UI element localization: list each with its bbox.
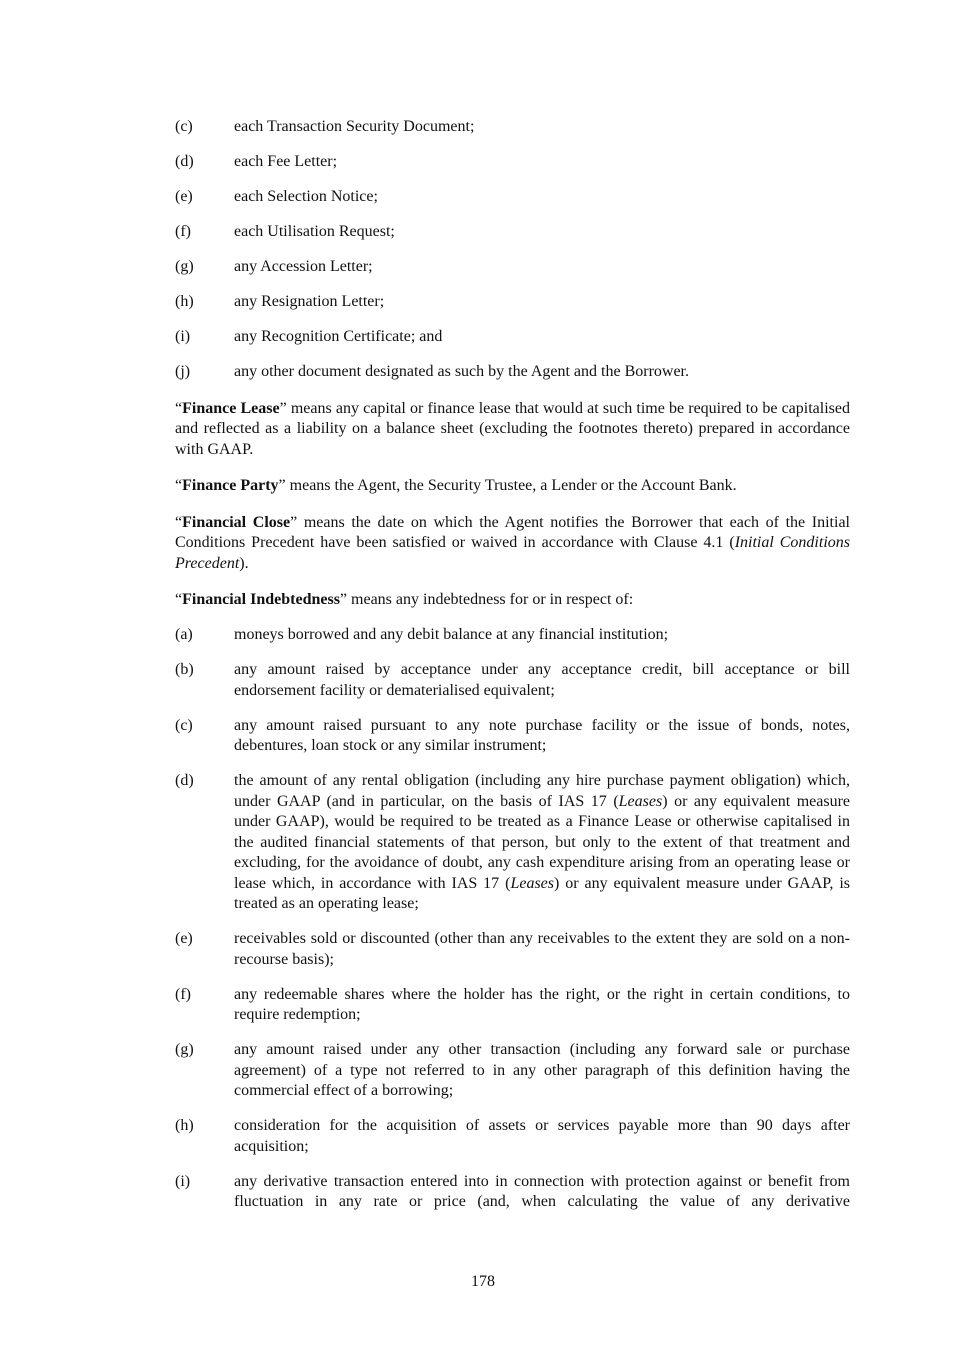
close-quote: ” xyxy=(278,477,286,494)
list-item xyxy=(175,152,850,173)
item-text: any Accession Letter; xyxy=(234,258,373,275)
list-item xyxy=(175,362,850,383)
item-label: (h) xyxy=(175,293,194,310)
item-text: any redeemable shares where the holder has the right, or the right in certain conditions, to require redemption; xyxy=(234,985,850,1023)
item-label: (j) xyxy=(175,363,191,380)
text-segment: ) or any equivalent measure under GAAP, is treated as an operating lease; xyxy=(234,874,851,912)
definition-body: means the date on which the Agent notifies the Borrower that each of the Initial Conditions Precedent have been satisfied or waived in accordance with Clause 4.1 ( xyxy=(175,513,850,551)
list-item xyxy=(175,117,850,138)
definition-finance-lease xyxy=(175,399,850,461)
list-item xyxy=(175,1172,850,1213)
defined-term: Financial Indebtedness xyxy=(182,591,340,608)
item-text: moneys borrowed and any debit balance at any financial institution; xyxy=(234,626,669,643)
definition-body: means any capital or finance lease that would at such time be required to be capitalised and reflected as a liability on a balance sheet (excluding the footnotes thereto) prepared in accordance with GAAP. xyxy=(175,399,850,458)
item-label: (d) xyxy=(175,772,194,789)
item-label: (f) xyxy=(175,223,191,240)
list-item xyxy=(175,257,850,278)
definition-finance-party xyxy=(175,476,850,497)
item-label: (g) xyxy=(175,258,194,275)
list-item xyxy=(175,660,850,701)
list-item xyxy=(175,222,850,243)
item-text: any amount raised pursuant to any note purchase facility or the issue of bonds, notes, debentures, loan stock or any similar instrument; xyxy=(234,716,850,754)
list-item xyxy=(175,1116,850,1157)
open-quote: “ xyxy=(175,513,183,531)
item-text: any other document designated as such by the Agent and the Borrower. xyxy=(234,363,689,380)
item-text: each Transaction Security Document; xyxy=(234,118,475,135)
item-label: (i) xyxy=(175,1172,191,1190)
item-label: (h) xyxy=(175,1117,194,1134)
item-label: (d) xyxy=(175,153,194,170)
item-label: (b) xyxy=(175,661,194,678)
item-text: each Selection Notice; xyxy=(234,188,378,205)
item-label: (e) xyxy=(175,188,193,205)
item-text: each Fee Letter; xyxy=(234,153,338,170)
defined-term: Finance Party xyxy=(182,477,279,494)
list-item xyxy=(175,187,850,208)
text-segment: ) or any equivalent measure under GAAP), would be required to be treated as a Finance Lease or otherwise capitalised in the audited financial statements of that person, but only to the extent of that treatment and excluding, for the avoidance of doubt, any cash expenditure arising from an operating lease or lease which, in accordance with IAS 17 ( xyxy=(234,792,851,892)
item-label: (i) xyxy=(175,328,191,345)
item-label: (c) xyxy=(175,118,193,135)
item-label: (e) xyxy=(175,930,193,947)
item-label: (g) xyxy=(175,1041,194,1058)
defined-term: Finance Lease xyxy=(182,399,280,417)
item-text: any amount raised by acceptance under any acceptance credit, bill acceptance or bill endorsement facility or dematerialised equivalent; xyxy=(234,661,850,699)
item-label: (c) xyxy=(175,716,193,734)
defined-term: Financial Close xyxy=(182,513,291,531)
standard-reference: Leases xyxy=(510,874,554,892)
list-item xyxy=(175,292,850,313)
close-quote: ” xyxy=(279,399,287,417)
definition-body: means the Agent, the Security Trustee, a Lender or the Account Bank. xyxy=(285,477,737,494)
text-segment: the amount of any rental obligation (including any hire purchase payment obligation) which, under GAAP (and in particular, on the basis of IAS 17 ( xyxy=(234,772,850,810)
list-item xyxy=(175,771,850,915)
clause-reference: Initial Conditions Precedent xyxy=(175,534,850,572)
list-item xyxy=(175,625,850,646)
definition-financial-indebtedness xyxy=(175,590,850,611)
item-text xyxy=(234,771,850,915)
definition-body: means any indebtedness for or in respect of: xyxy=(347,591,634,608)
list-item xyxy=(175,327,850,348)
list-item xyxy=(175,985,850,1026)
item-text: receivables sold or discounted (other than any receivables to the extent they are sold on a non-recourse basis); xyxy=(234,930,850,968)
open-quote: “ xyxy=(175,477,183,494)
document-page xyxy=(175,117,850,1227)
list-item xyxy=(175,929,850,970)
close-quote: ” xyxy=(339,591,348,608)
open-quote: “ xyxy=(175,591,183,608)
standard-reference: Leases xyxy=(618,792,663,810)
list-item xyxy=(175,716,850,757)
list-item xyxy=(175,1040,850,1102)
close-quote: ” xyxy=(290,513,298,531)
item-text: each Utilisation Request; xyxy=(234,223,395,240)
item-text: consideration for the acquisition of assets or services payable more than 90 days after acquisition; xyxy=(234,1117,850,1155)
item-text: any Resignation Letter; xyxy=(234,293,385,310)
page-number: 178 xyxy=(471,1273,495,1290)
item-text: any Recognition Certificate; and xyxy=(234,328,443,345)
item-label: (a) xyxy=(175,626,193,643)
definition-tail: ). xyxy=(239,554,249,572)
item-text: any amount raised under any other transaction (including any forward sale or purchase agreement) of a type not referred to in any other paragraph of this definition having the commercial effect of a borrowing; xyxy=(234,1041,850,1099)
definition-financial-close xyxy=(175,513,850,575)
open-quote: “ xyxy=(175,399,183,417)
item-text: any derivative transaction entered into in connection with protection against or benefit from fluctuation in any rate or price (and, when calculating the value of any derivative xyxy=(234,1172,850,1210)
item-label: (f) xyxy=(175,985,191,1003)
